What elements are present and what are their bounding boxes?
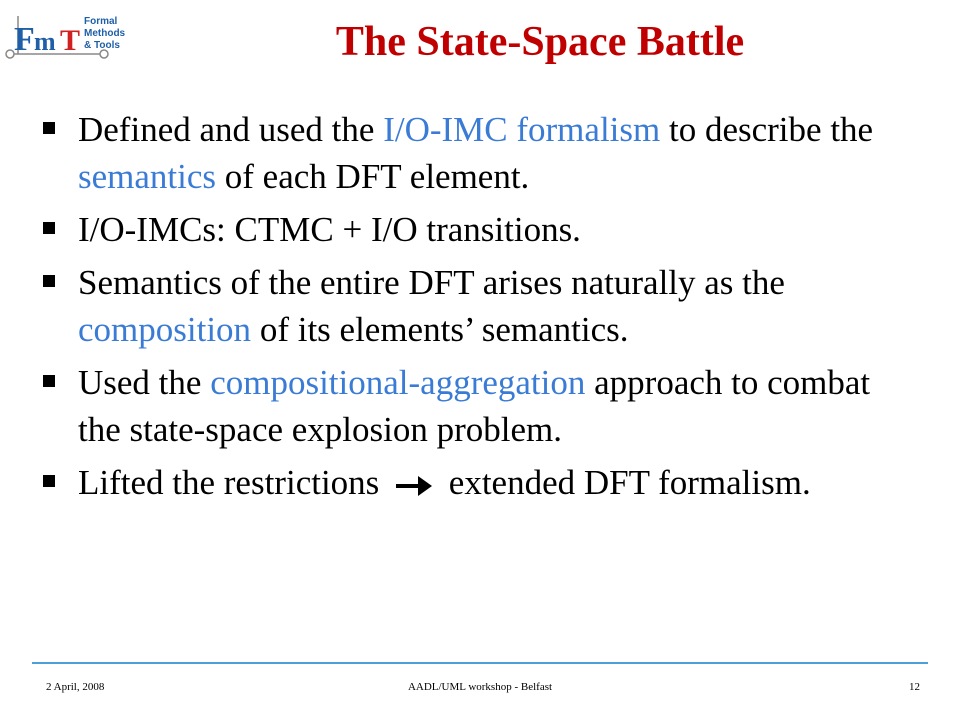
highlighted-term: I/O-IMC formalism: [383, 110, 661, 149]
bullet-text: to describe the: [660, 110, 874, 149]
logo-line1: Formal: [84, 16, 118, 27]
footer-divider: [32, 662, 928, 664]
logo-line2: Methods: [84, 28, 126, 39]
bullet-item: [40, 259, 920, 353]
highlighted-term: semantics: [78, 157, 217, 196]
bullet-list: [40, 106, 920, 512]
bullet-text: approach to combat the state-space explosion problem.: [78, 363, 871, 449]
logo-mark-m: m: [34, 27, 56, 56]
square-bullet-icon: [42, 274, 56, 288]
footer-date: 2 April, 2008: [46, 681, 105, 693]
footer-page-number: 12: [909, 681, 920, 693]
bullet-text: extended DFT formalism.: [440, 463, 811, 502]
slide-title: The State-Space Battle: [335, 19, 745, 65]
bullet-text: of each DFT element.: [216, 157, 530, 196]
square-bullet-icon: [42, 374, 56, 388]
bullet-text: Lifted the restrictions: [78, 463, 389, 502]
right-arrow-icon: [394, 474, 434, 498]
bullet-item: [40, 459, 920, 506]
bullet-item: [40, 359, 920, 453]
highlighted-term: composition: [78, 310, 252, 349]
bullet-text: of its elements’ semantics.: [251, 310, 629, 349]
bullet-item: [40, 106, 920, 200]
fmt-logo: [4, 10, 164, 62]
square-bullet-icon: [42, 221, 56, 235]
footer-event: AADL/UML workshop - Belfast: [407, 681, 553, 693]
square-bullet-icon: [42, 474, 56, 488]
logo-mark-t: T: [60, 24, 81, 57]
logo-line3: & Tools: [84, 40, 120, 51]
highlighted-term: compositional-aggregation: [210, 363, 586, 402]
bullet-item: [40, 206, 920, 253]
bullet-text: Defined and used the: [78, 110, 384, 149]
bullet-text: I/O-IMCs: CTMC + I/O transitions.: [78, 210, 581, 249]
square-bullet-icon: [42, 121, 56, 135]
logo-mark-f: F: [14, 21, 35, 58]
bullet-text: Semantics of the entire DFT arises naturally as the: [78, 263, 785, 302]
bullet-text: Used the: [78, 363, 211, 402]
